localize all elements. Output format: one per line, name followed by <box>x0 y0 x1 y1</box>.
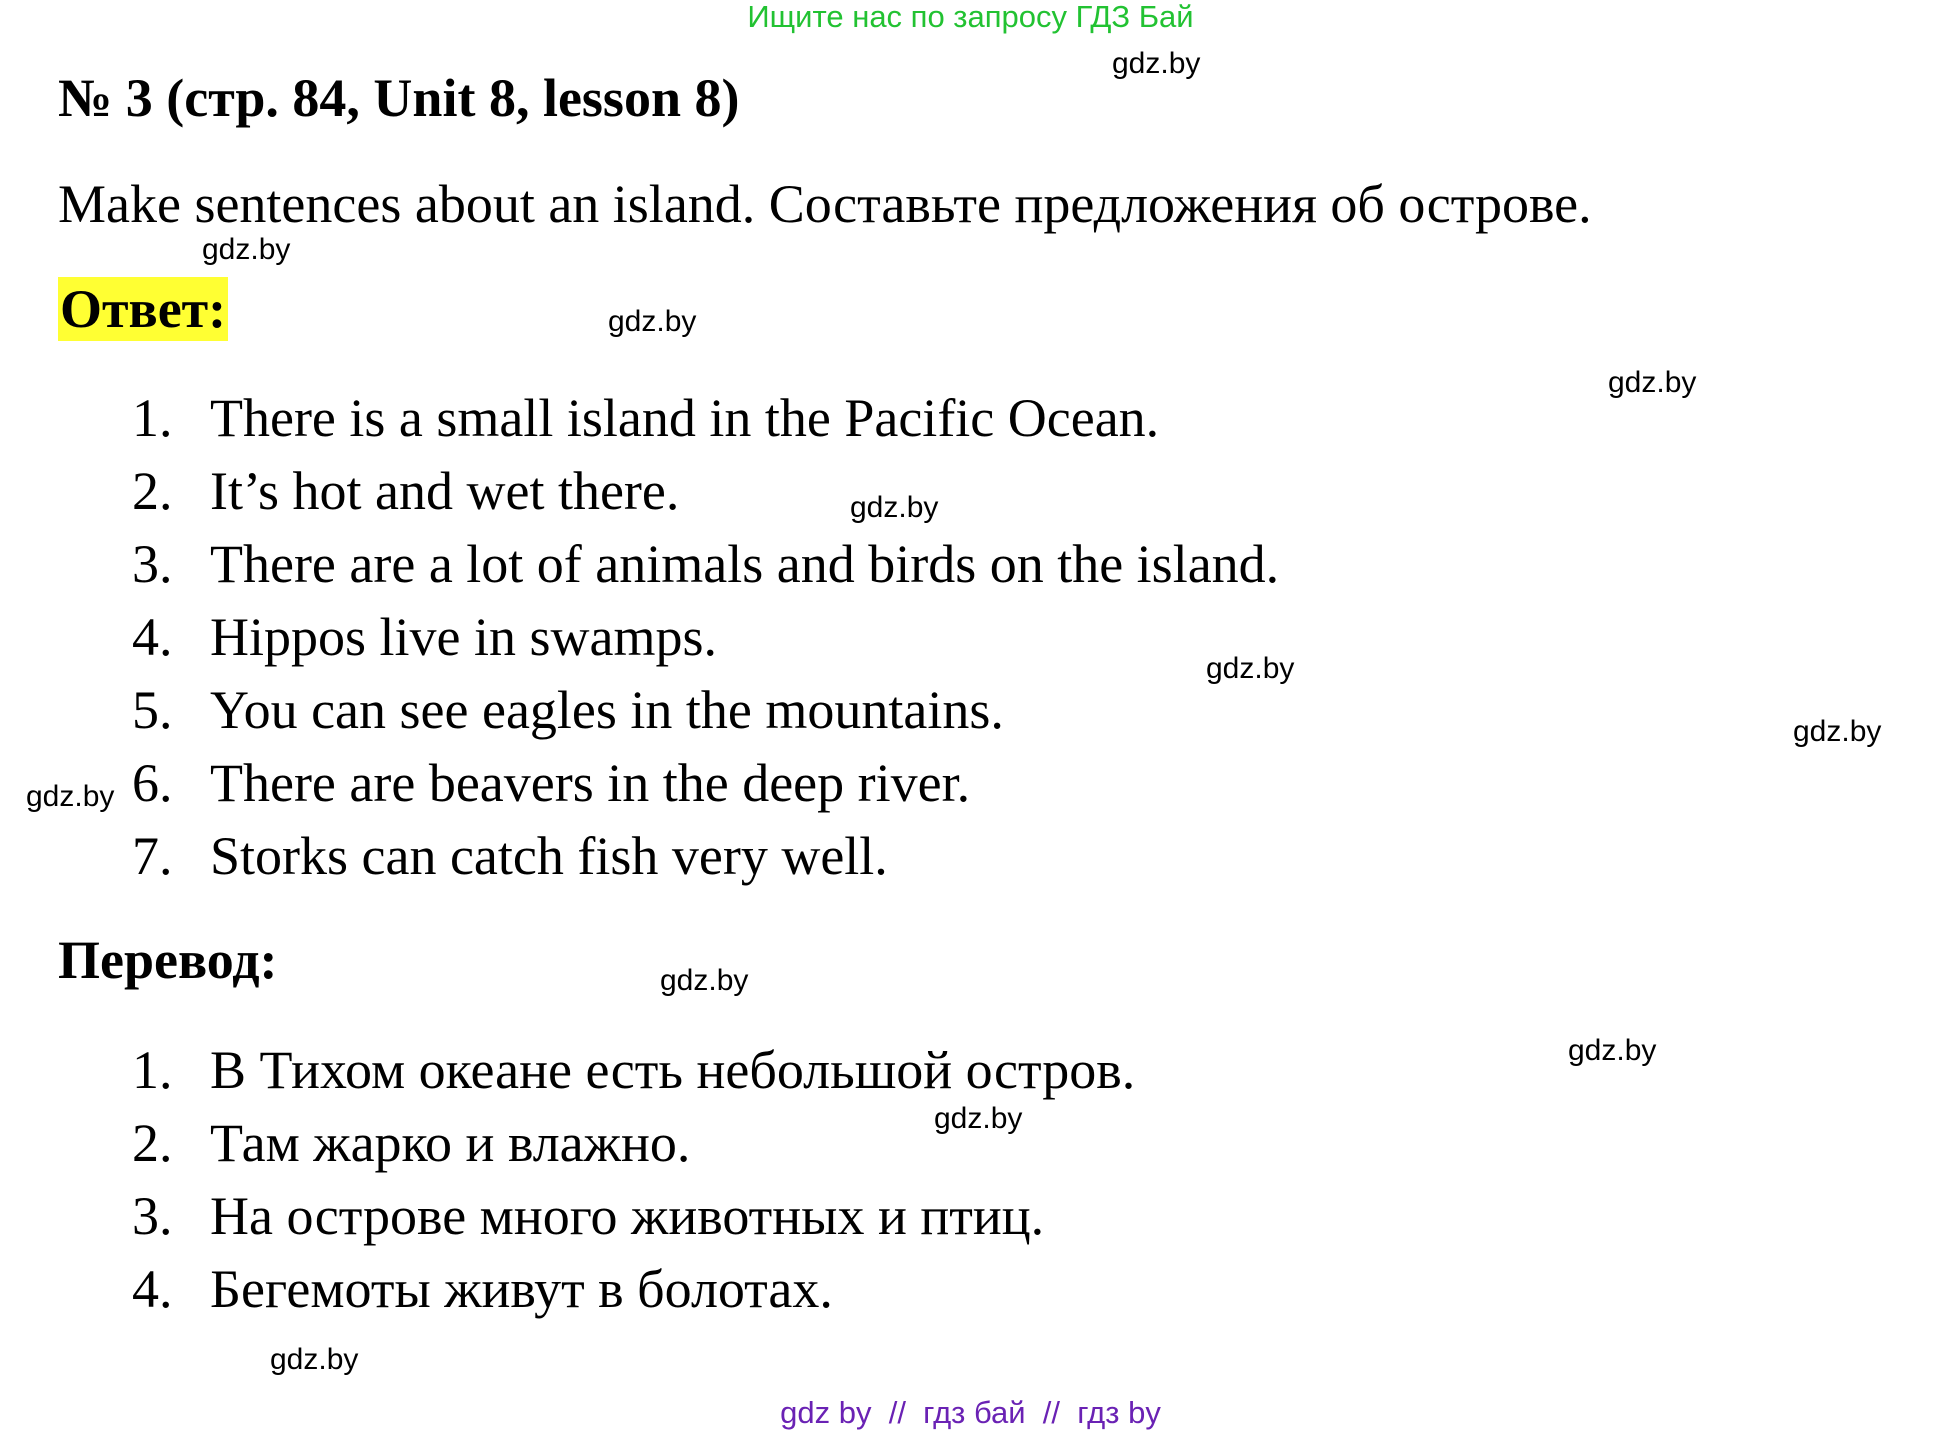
translation-number: 2. <box>132 1113 173 1173</box>
answer-number: 6. <box>132 753 173 813</box>
translation-text: На острове много животных и птиц. <box>210 1186 1045 1246</box>
answer-number: 4. <box>132 607 173 667</box>
watermark: gdz.by <box>26 780 115 813</box>
watermark: gdz.by <box>1793 715 1882 748</box>
answer-label: Ответ: <box>60 279 227 339</box>
answer-number: 3. <box>132 534 173 594</box>
answer-number: 1. <box>132 388 173 448</box>
answer-text: You can see eagles in the mountains. <box>210 680 1004 740</box>
answer-number: 5. <box>132 680 173 740</box>
translation-text: В Тихом океане есть небольшой остров. <box>210 1040 1136 1100</box>
answer-text: There are a lot of animals and birds on the island. <box>210 534 1280 594</box>
top-banner: Ищите нас по запросу ГДЗ Бай <box>747 0 1194 34</box>
task-text: Make sentences about an island. Составьте предложения об острове. <box>58 174 1592 234</box>
exercise-heading: № 3 (стр. 84, Unit 8, lesson 8) <box>58 68 740 128</box>
answer-text: It’s hot and wet there. <box>210 461 680 521</box>
translation-label: Перевод: <box>58 930 278 990</box>
answer-text: Hippos live in swamps. <box>210 607 717 667</box>
watermark: gdz.by <box>270 1343 359 1376</box>
watermark: gdz.by <box>1608 366 1697 399</box>
watermark: gdz.by <box>1568 1034 1657 1067</box>
watermark: gdz.by <box>608 305 697 338</box>
watermark: gdz.by <box>934 1102 1023 1135</box>
watermark: gdz.by <box>850 491 939 524</box>
answer-text: Storks can catch fish very well. <box>210 826 888 886</box>
translation-number: 1. <box>132 1040 173 1100</box>
watermark: gdz.by <box>1206 652 1295 685</box>
answer-number: 2. <box>132 461 173 521</box>
translation-number: 4. <box>132 1259 173 1319</box>
watermark: gdz.by <box>202 233 291 266</box>
answer-number: 7. <box>132 826 173 886</box>
watermark: gdz.by <box>660 964 749 997</box>
translation-number: 3. <box>132 1186 173 1246</box>
answer-text: There is a small island in the Pacific Ocean. <box>210 388 1160 448</box>
footer-links: gdz by // гдз бай // гдз by <box>780 1395 1161 1430</box>
watermark: gdz.by <box>1112 47 1201 80</box>
answer-text: There are beavers in the deep river. <box>210 753 971 813</box>
translation-text: Бегемоты живут в болотах. <box>210 1259 833 1319</box>
translation-text: Там жарко и влажно. <box>210 1113 691 1173</box>
